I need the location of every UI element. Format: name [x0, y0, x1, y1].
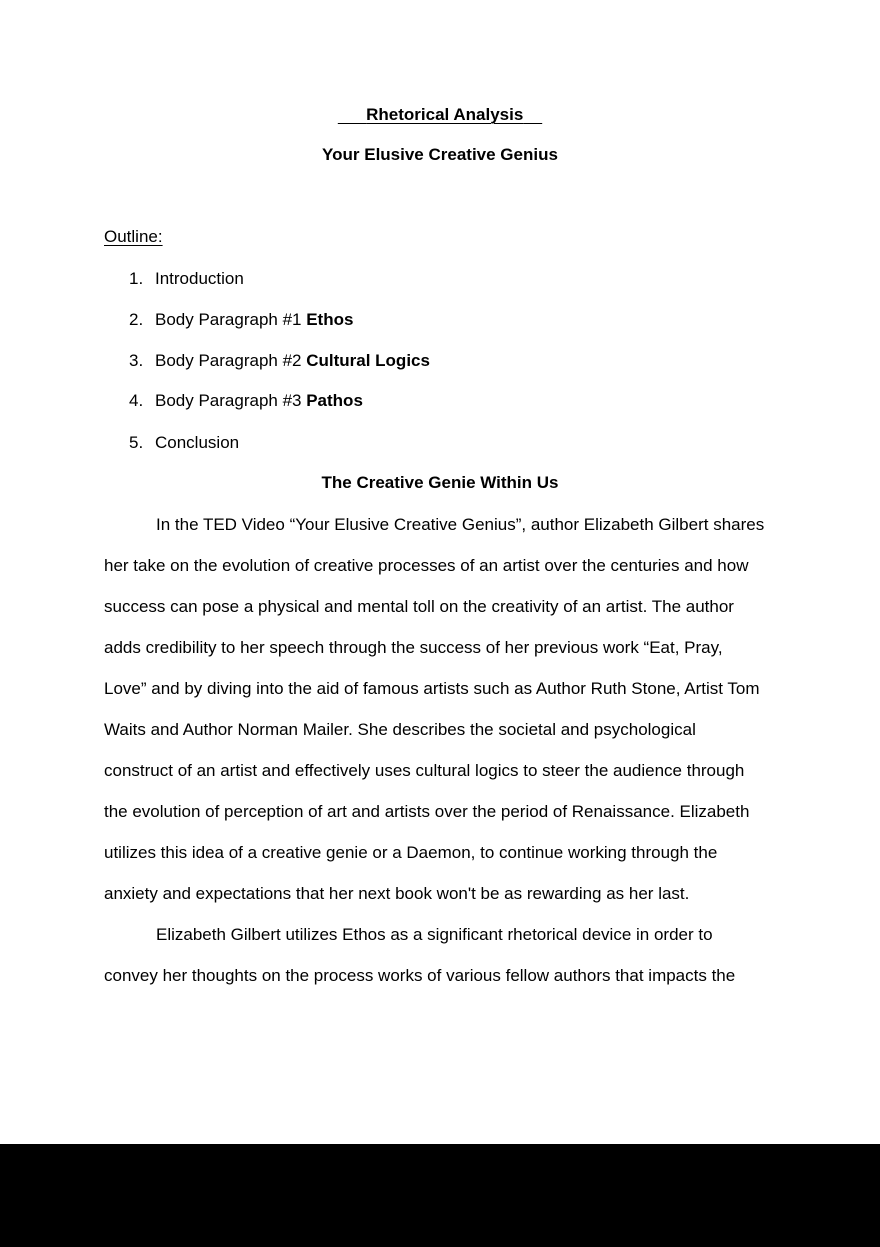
outline-item-5: 5. Conclusion: [129, 433, 240, 452]
outline-item-4: 4. Body Paragraph #3 Pathos: [129, 391, 363, 410]
paragraph-line: anxiety and expectations that her next book won't be as rewarding as her last.: [104, 884, 690, 903]
paragraph-line: Love” and by diving into the aid of famous artists such as Author Ruth Stone, Artist Tom: [104, 679, 760, 698]
bottom-black-band: [0, 1144, 880, 1247]
paragraph-line: success can pose a physical and mental toll on the creativity of an artist. The author: [104, 597, 734, 616]
paragraph-line: construct of an artist and effectively uses cultural logics to steer the audience through: [104, 761, 745, 780]
paragraph-line: her take on the evolution of creative processes of an artist over the centuries and how: [104, 556, 749, 575]
outline-item-1: 1. Introduction: [129, 269, 244, 288]
paragraph-line: convey her thoughts on the process works of various fellow authors that impacts the: [104, 966, 736, 985]
paragraph-line: adds credibility to her speech through the success of her previous work “Eat, Pray,: [104, 638, 723, 657]
paragraph-line: In the TED Video “Your Elusive Creative Genius”, author Elizabeth Gilbert shares: [156, 515, 765, 534]
paragraph-line: Elizabeth Gilbert utilizes Ethos as a significant rhetorical device in order to: [156, 925, 713, 944]
document-subtitle: Your Elusive Creative Genius: [322, 145, 558, 164]
paragraph-line: utilizes this idea of a creative genie or a Daemon, to continue working through the: [104, 843, 718, 862]
document-title: Rhetorical Analysis: [366, 105, 524, 124]
paragraph-line: Waits and Author Norman Mailer. She describes the societal and psychological: [104, 720, 696, 739]
outline-label: Outline:: [104, 227, 163, 246]
paragraph-line: the evolution of perception of art and artists over the period of Renaissance. Elizabeth: [104, 802, 750, 821]
outline-item-3: 3. Body Paragraph #2 Cultural Logics: [129, 351, 430, 370]
essay-title: The Creative Genie Within Us: [321, 473, 559, 492]
document-title-line: [0, 105, 880, 125]
outline-item-2: 2. Body Paragraph #1 Ethos: [129, 310, 354, 329]
